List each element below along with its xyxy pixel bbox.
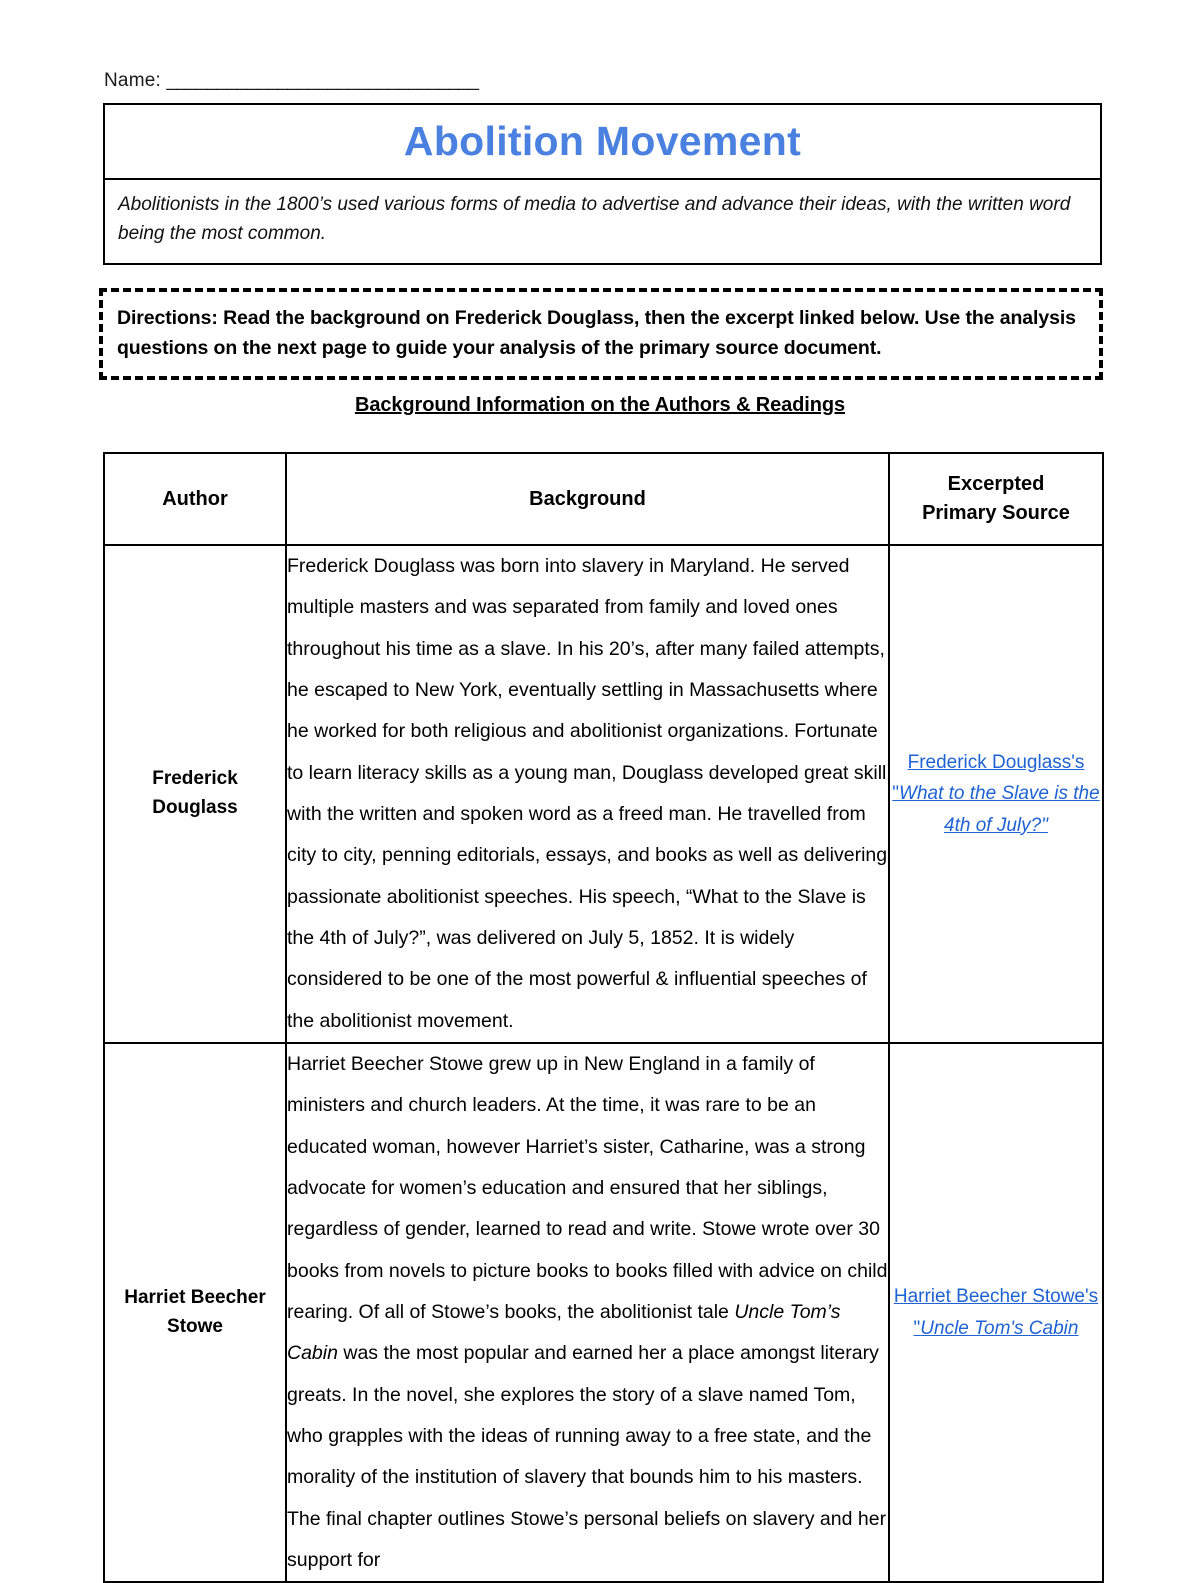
subtitle-row — [105, 180, 1100, 263]
name-label: Name: — [104, 70, 161, 91]
title-row — [105, 105, 1100, 180]
column-header-author: Author — [104, 453, 286, 545]
primary-source-link-stowe[interactable] — [894, 1286, 1098, 1338]
section-heading-text: Background Information on the Authors & Readings — [354, 394, 846, 416]
author-name-line2: Stowe — [167, 1315, 223, 1337]
background-text: Frederick Douglass was born into slavery in Maryland. He served multiple masters and was separated from family and loved ones throughout his time as a slave. In his 20’s, after many failed attempts, he escaped to New York, eventually settling in Massachusetts where he worked for both religious and abolitionist organizations. Fortunate to learn literacy skills as a young man, Douglass developed great skill with the written and spoken word as a freed man. He travelled from city to city, penning editorials, essays, and books as well as delivering passionate abolitionist speeches. His speech, “What to the Slave is the 4th of July?”, was delivered on July 5, 1852. It is widely considered to be one of the most powerful & influential speeches of the abolitionist movement. — [287, 555, 888, 1032]
primary-source-link-douglass[interactable] — [892, 752, 1099, 836]
author-cell-frederick-douglass — [104, 545, 286, 1043]
background-italic-book-title: Uncle Tom’s Cabin — [287, 1300, 841, 1365]
table-row — [104, 1043, 1103, 1582]
background-cell-frederick-douglass — [286, 545, 889, 1043]
primary-source-cell-stowe — [889, 1043, 1103, 1582]
subtitle-text: Abolitionists in the 1800’s used various forms of media to advertise and advance their ideas, with the written word being the most common. — [118, 194, 1071, 245]
table-row — [104, 545, 1103, 1043]
author-name-line1: Harriet Beecher — [124, 1287, 266, 1309]
author-name-line1: Frederick — [152, 768, 238, 790]
table-header-row — [104, 453, 1103, 545]
column-header-excerpted-primary-source — [889, 453, 1103, 545]
page-title: Abolition Movement — [403, 118, 802, 164]
background-text-part2: was the most popular and earned her a place amongst literary greats. In the novel, she explores the story of a slave named Tom, who grapples with the ideas of running away to a free state, and the morality of the institution of slavery that bounds him to his masters. The final chapter outlines Stowe’s personal beliefs on slavery and her support for — [287, 1342, 887, 1571]
link-prefix-text: Harriet Beecher Stowe's " — [893, 1286, 1099, 1339]
author-cell-harriet-beecher-stowe — [104, 1043, 286, 1582]
background-text-part1: Harriet Beecher Stowe grew up in New England in a family of ministers and church leaders. At the time, it was rare to be an educated woman, however Harriet’s sister, Catharine, was a strong advocate for women’s education and ensured that her siblings, regardless of gender, learned to read and write. Stowe wrote over 30 books from novels to picture books to books filled with advice on child rearing. Of all of Stowe’s books, the abolitionist tale — [287, 1052, 888, 1323]
link-italic-title: What to the Slave is the 4th of July? — [899, 783, 1100, 836]
column-header-source-line2: Primary Source — [922, 502, 1070, 524]
title-box — [103, 103, 1102, 265]
directions-box — [99, 288, 1103, 380]
background-cell-harriet-beecher-stowe — [286, 1043, 889, 1582]
name-field-line — [104, 70, 479, 92]
background-information-table — [103, 452, 1104, 1583]
name-blank-line[interactable]: _______________________________ — [166, 70, 479, 91]
link-italic-title: Uncle Tom's Cabin — [920, 1317, 1079, 1339]
link-prefix-text: Frederick Douglass's " — [892, 751, 1085, 805]
column-header-source-line1: Excerpted — [947, 473, 1045, 495]
column-header-background: Background — [286, 453, 889, 545]
primary-source-cell-frederick-douglass — [889, 545, 1103, 1043]
section-heading — [0, 394, 1200, 417]
link-suffix-text: " — [1041, 814, 1048, 836]
author-name-line2: Douglass — [152, 796, 238, 818]
directions-text: Directions: Read the background on Frederick Douglass, then the excerpt linked below. Use the analysis questions on the next page to guide your analysis of the primary source document. — [117, 307, 1076, 360]
